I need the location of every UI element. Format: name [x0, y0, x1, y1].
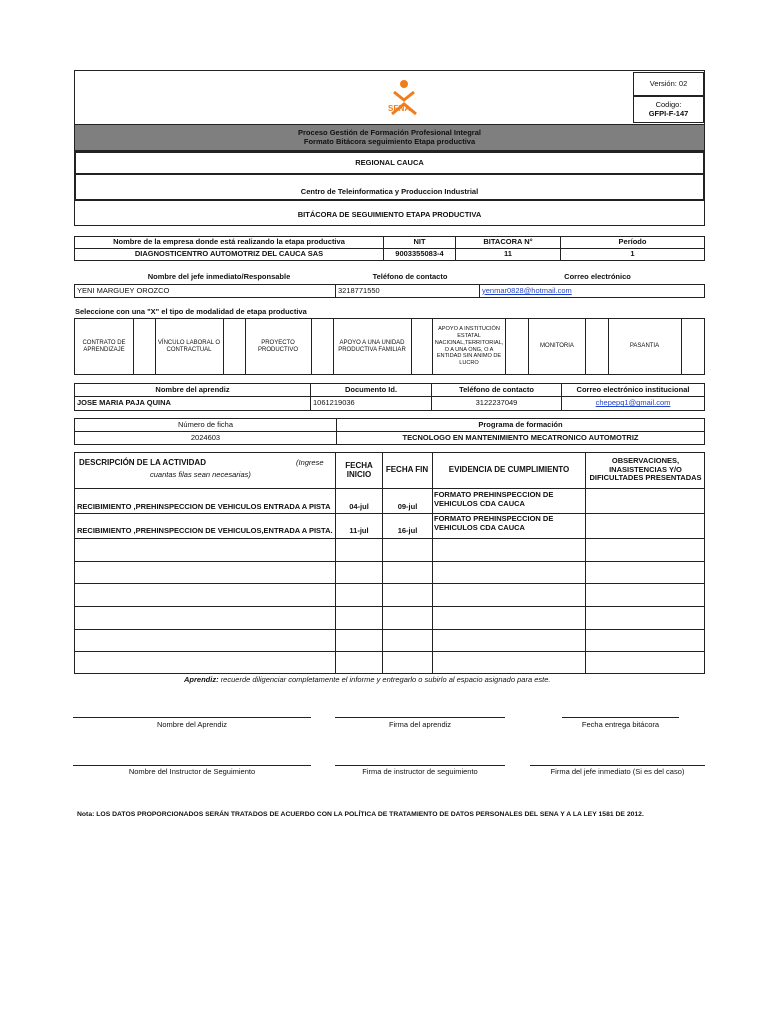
checkbox-familiar[interactable]	[412, 319, 431, 374]
boss-email-link[interactable]: yenmar0828@hotmail.com	[482, 285, 572, 295]
company-name-label: Nombre de la empresa donde está realizando la etapa productiva	[74, 236, 384, 249]
apprentice-phone-value[interactable]: 3122237049	[431, 396, 562, 411]
code-value: GFPI-F-147	[648, 108, 689, 118]
end-date-header: FECHA FIN	[385, 465, 429, 475]
regional-row: REGIONAL CAUCA	[74, 151, 705, 175]
boss-name-label: Nombre del jefe inmediato/Responsable	[147, 271, 291, 281]
apprentice-reminder	[184, 676, 684, 685]
code-cell	[633, 96, 704, 123]
activity-row-1-evidence[interactable]: FORMATO PREHINSPECCION DE VEHICULOS CDA CAUCA	[434, 490, 554, 508]
process-band	[74, 124, 705, 151]
modality-option-proyecto: PROYECTO PRODUCTIVO	[257, 339, 298, 353]
activity-desc-hint-a: (Ingrese	[296, 458, 324, 467]
evidence-header: EVIDENCIA DE CUMPLIMIENTO	[448, 465, 570, 475]
checkbox-pasantia[interactable]	[682, 319, 704, 374]
apprentice-email-label: Correo electrónico institucional	[561, 383, 705, 397]
center-row: Centro de Teleinformatica y Produccion Industrial	[74, 175, 705, 201]
modality-instruction: Seleccione con una "X" el tipo de modalidad de etapa productiva	[75, 307, 307, 316]
apprentice-email-link[interactable]: chepepq1@gmail.com	[595, 398, 671, 408]
format-title: Formato Bitácora seguimiento Etapa productiva	[303, 136, 476, 146]
sig-boss-sign: Firma del jefe inmediato (Si es del caso)	[550, 766, 685, 776]
company-name-value[interactable]: DIAGNOSTICENTRO AUTOMOTRIZ DEL CAUCA SAS	[74, 248, 384, 261]
checkbox-proyecto[interactable]	[312, 319, 332, 374]
activity-row-1-end[interactable]: 09-jul	[397, 501, 418, 511]
sig-delivery-date: Fecha entrega bitácora	[581, 719, 660, 729]
boss-name-value[interactable]: YENI MARGUEY OROZCO	[74, 284, 336, 298]
apprentice-doc-label: Documento Id.	[310, 383, 432, 397]
modality-option-vinculo: VÍNCULO LABORAL O CONTRACTUAL	[157, 339, 221, 353]
apprentice-doc-value[interactable]: 1061219036	[310, 396, 432, 411]
period-value[interactable]: 1	[560, 248, 705, 261]
nit-value[interactable]: 9003355083-4	[383, 248, 456, 261]
program-label: Programa de formación	[336, 418, 705, 432]
activity-row-1-obs[interactable]	[586, 489, 704, 513]
modality-option-familiar: APOYO A UNA UNIDAD PRODUCTIVA FAMILIAR	[338, 339, 406, 353]
period-label: Período	[560, 236, 705, 249]
reminder-label: Aprendiz:	[184, 675, 219, 684]
activity-desc-header: DESCRIPCIÓN DE LA ACTIVIDAD	[79, 458, 206, 467]
apprentice-phone-label: Teléfono de contacto	[431, 383, 562, 397]
bitacora-label: BITACORA N°	[455, 236, 561, 249]
code-label: Codigo:	[655, 99, 682, 109]
program-value[interactable]: TECNOLOGO EN MANTENIMIENTO MECATRONICO AUTOMOTRIZ	[336, 431, 705, 445]
nit-label: NIT	[383, 236, 456, 249]
doc-title-row: BITÁCORA DE SEGUIMIENTO ETAPA PRODUCTIVA	[74, 201, 705, 226]
ficha-label: Número de ficha	[74, 418, 337, 432]
sena-logo	[382, 78, 426, 122]
checkbox-contrato[interactable]	[134, 319, 155, 374]
checkbox-estatal[interactable]	[506, 319, 527, 374]
activity-row-2-evidence[interactable]: FORMATO PREHINSPECCION DE VEHICULOS CDA CAUCA	[434, 514, 554, 532]
sig-instructor-name: Nombre del Instructor de Seguimiento	[128, 766, 256, 776]
sig-apprentice-sign: Firma del aprendiz	[388, 719, 452, 729]
activity-row-2-start[interactable]: 11-jul	[349, 525, 369, 535]
reminder-text: recuerde diligenciar completamente el informe y entregarlo o subirlo al espacio asignado para este.	[220, 675, 551, 684]
modality-option-pasantia: PASANTIA	[629, 343, 660, 350]
checkbox-vinculo[interactable]	[224, 319, 244, 374]
activity-row-2-obs[interactable]	[586, 514, 704, 538]
version-cell: Versión: 02	[633, 72, 704, 96]
activity-desc-hint-b: cuantas filas sean necesarias)	[150, 470, 251, 479]
logo-text: SENA	[388, 104, 411, 113]
process-title: Proceso Gestión de Formación Profesional Integral	[298, 127, 481, 137]
modality-option-monitoria: MONITORIA	[540, 343, 574, 350]
boss-phone-value[interactable]: 3218771550	[335, 284, 480, 298]
sig-instructor-sign: Firma de instructor de seguimiento	[362, 766, 478, 776]
bitacora-value[interactable]: 11	[455, 248, 561, 261]
modality-option-contrato: CONTRATO DE APRENDIZAJE	[82, 339, 126, 353]
boss-email-label: Correo electrónico	[564, 271, 631, 281]
observations-header: OBSERVACIONES, INASISTENCIAS Y/O DIFICULTADES PRESENTADAS	[589, 456, 702, 483]
apprentice-name-value[interactable]: JOSE MARIA PAJA QUINA	[74, 396, 311, 411]
modality-option-estatal: APOYO A INSTITUCIÓN ESTATAL NACIONAL,TERRITORIAL, O A UNA ONG, O A ENTIDAD SIN ANIMO DE LUCRO	[434, 326, 504, 366]
sena-logo-icon	[382, 78, 426, 122]
activity-row-2-desc[interactable]: RECIBIMIENTO ,PREHINSPECCION DE VEHICULOS,ENTRADA A PISTA.	[77, 525, 333, 535]
apprentice-name-label: Nombre del aprendiz	[74, 383, 311, 397]
legal-note: Nota: LOS DATOS PROPORCIONADOS SERÁN TRATADOS DE ACUERDO CON LA POLÍTICA DE TRATAMIENTO DE DATOS PERSONALES DEL SENA Y A LA LEY 1581 DE 2012.	[77, 811, 644, 818]
start-date-header: FECHA INICIO	[345, 460, 373, 479]
boss-phone-label: Teléfono de contacto	[372, 271, 448, 281]
activity-row-1-start[interactable]: 04-jul	[349, 501, 369, 511]
ficha-value[interactable]: 2024603	[74, 431, 337, 445]
sig-apprentice-name: Nombre del Aprendiz	[156, 719, 228, 729]
activity-row-2-end[interactable]: 16-jul	[397, 525, 418, 535]
activity-row-1-desc[interactable]: RECIBIMIENTO ,PREHINSPECCION DE VEHICULOS ENTRADA A PISTA	[77, 501, 331, 511]
boss-email-value[interactable]	[479, 284, 705, 298]
apprentice-email-value[interactable]	[561, 396, 705, 411]
checkbox-monitoria[interactable]	[586, 319, 607, 374]
